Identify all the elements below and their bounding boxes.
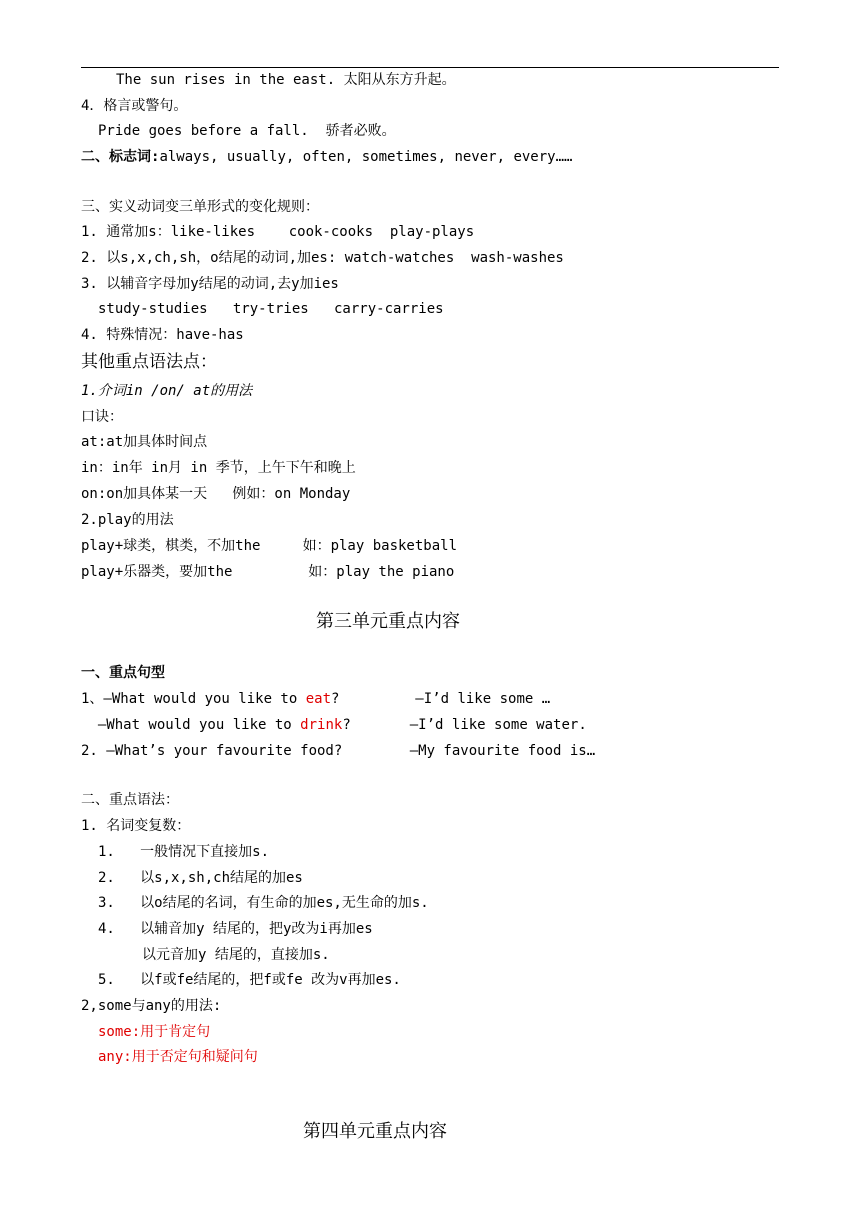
verb-rule-3-examples: study-studies try-tries carry-carries: [98, 301, 444, 317]
unit4-title: 第四单元重点内容: [303, 1121, 447, 1142]
plural-rule-3: 3. 以o结尾的名词，有生命的加es,无生命的加s.: [98, 895, 429, 911]
at-rule: at:at加具体时间点: [81, 434, 208, 450]
in-rule: in：in年 in月 in 季节，上午下午和晚上: [81, 460, 356, 476]
signal-words-list: always, usually, often, sometimes, never, every……: [159, 149, 573, 165]
some-usage: some:用于肯定句: [98, 1024, 211, 1040]
plural-rule-5: 5. 以f或fe结尾的，把f或fe 改为v再加es.: [98, 972, 401, 988]
sentence-pattern-eat: [81, 690, 550, 708]
unit3-title: 第三单元重点内容: [316, 611, 460, 632]
verb-rules-title: 三、实义动词变三单形式的变化规则：: [81, 199, 319, 215]
sentence-pattern-drink: [81, 716, 587, 734]
signal-words-heading: 二、标志词:: [81, 149, 160, 165]
verb-rule-1: 1. 通常加s：like-likes cook-cooks play-plays: [81, 224, 475, 240]
preposition-subtitle: 1.介词in /on/ at的用法: [81, 383, 253, 399]
unit3-grammar-heading: 二、重点语法：: [81, 792, 179, 808]
proverb-example: Pride goes before a fall. 骄者必败。: [98, 123, 396, 139]
play-rule-instrument: play+乐器类，要加the 如：play the piano: [81, 564, 455, 580]
plural-nouns-heading: 1. 名词变复数：: [81, 818, 191, 834]
sentence-drink-pre: —What would you like to: [81, 717, 301, 733]
plural-rule-4b: 以元音加y 结尾的，直接加s.: [142, 947, 330, 963]
example-sentence: The sun rises in the east. 太阳从东方升起。: [116, 72, 456, 88]
some-any-heading: 2,some与any的用法:: [81, 998, 222, 1014]
verb-rule-3: 3. 以辅音字母加y结尾的动词,去y加ies: [81, 276, 339, 292]
play-rule-ball: play+球类，棋类，不加the 如：play basketball: [81, 538, 458, 554]
play-subtitle: 2.play的用法: [81, 512, 174, 528]
plural-rule-4: 4. 以辅音加y 结尾的，把y改为i再加es: [98, 921, 373, 937]
header-rule: [81, 67, 779, 68]
plural-rule-1: 1. 一般情况下直接加s.: [98, 844, 270, 860]
plural-rule-2: 2. 以s,x,sh,ch结尾的加es: [98, 870, 303, 886]
mnemonic-label: 口诀：: [81, 409, 123, 425]
other-grammar-title: 其他重点语法点：: [81, 352, 217, 372]
any-usage: any:用于否定句和疑问句: [98, 1049, 258, 1065]
sentence-eat-pre: 1、—What would you like to: [81, 691, 306, 707]
highlight-drink: drink: [300, 717, 343, 733]
sentence-pattern-food: 2. —What’s your favourite food? —My favourite food is…: [81, 743, 596, 759]
sentence-eat-post: ? —I’d like some …: [331, 691, 551, 707]
verb-rule-2: 2. 以s,x,ch,sh，o结尾的动词,加es: watch-watches wash-washes: [81, 250, 564, 266]
verb-rule-4: 4. 特殊情况：have-has: [81, 327, 244, 343]
item-4-heading: 4．格言或警句。: [81, 98, 188, 114]
signal-words-line: [81, 148, 572, 166]
sentence-drink-post: ? —I’d like some water.: [342, 717, 587, 733]
on-rule: on:on加具体某一天 例如：on Monday: [81, 486, 351, 502]
unit3-sentence-section-heading: 一、重点句型: [81, 665, 165, 681]
highlight-eat: eat: [305, 691, 332, 707]
